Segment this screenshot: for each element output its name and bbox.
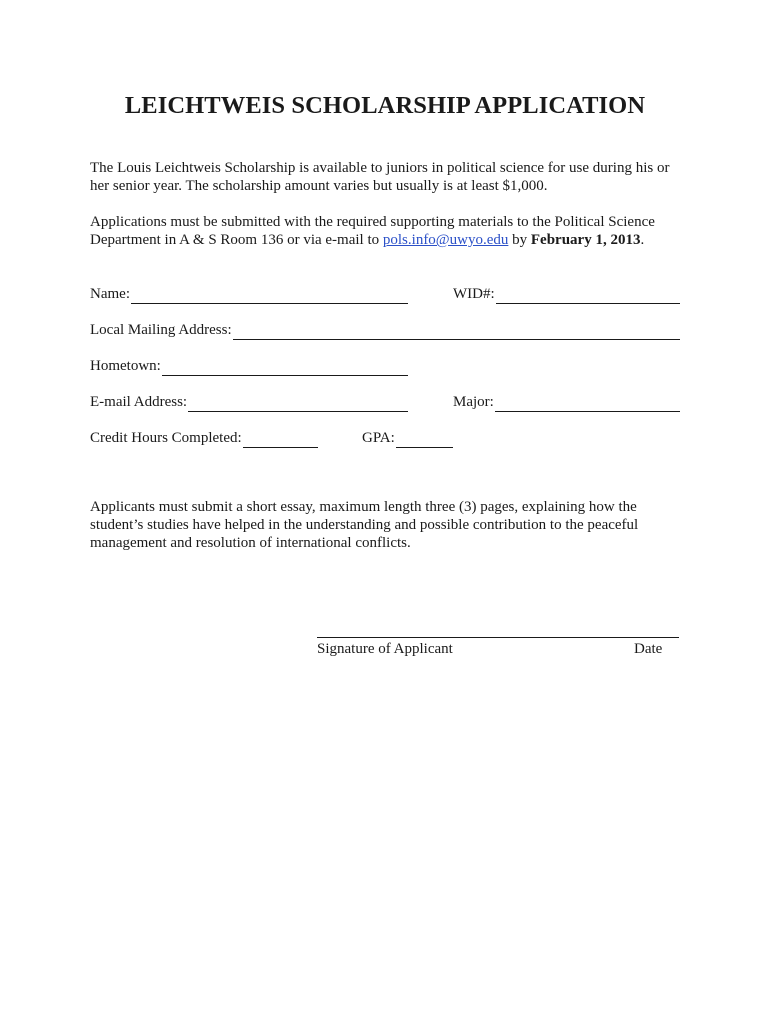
gpa-label: GPA:: [362, 430, 395, 446]
local-address-label: Local Mailing Address:: [90, 322, 232, 338]
intro-paragraph: [90, 159, 690, 195]
date-label: Date: [634, 641, 663, 657]
essay-line-3: management and resolution of international conflicts.: [90, 535, 411, 551]
email-input-line[interactable]: [188, 396, 408, 412]
submission-line-2-suffix: .: [640, 232, 645, 248]
hometown-label: Hometown:: [90, 358, 161, 374]
deadline-date: February 1, 2013: [530, 232, 641, 248]
major-field[interactable]: [453, 392, 680, 412]
hometown-input-line[interactable]: [162, 360, 408, 376]
wid-field[interactable]: [453, 284, 680, 304]
signature-label: Signature of Applicant: [317, 641, 453, 657]
name-field[interactable]: [90, 284, 408, 304]
submission-line-2-mid: by: [508, 232, 531, 248]
name-input-line[interactable]: [131, 288, 408, 304]
hometown-field[interactable]: [90, 356, 408, 376]
submission-line-2-prefix: Department in A & S Room 136 or via e-mail to: [90, 232, 383, 248]
major-label: Major:: [453, 394, 494, 410]
wid-label: WID#:: [453, 286, 495, 302]
intro-line-2: her senior year. The scholarship amount varies but usually is at least $1,000.: [90, 178, 548, 194]
wid-input-line[interactable]: [496, 288, 680, 304]
local-address-input-line[interactable]: [233, 324, 680, 340]
name-label: Name:: [90, 286, 130, 302]
local-address-field[interactable]: [90, 320, 680, 340]
essay-line-2: student’s studies have helped in the understanding and possible contribution to the peaceful: [90, 517, 639, 533]
submission-paragraph: [90, 213, 690, 249]
email-label: E-mail Address:: [90, 394, 188, 410]
gpa-field[interactable]: [362, 428, 453, 448]
email-link[interactable]: pols.info@uwyo.edu: [382, 232, 509, 248]
intro-line-1: The Louis Leichtweis Scholarship is available to juniors in political science for use during his or: [90, 160, 670, 176]
page-title: LEICHTWEIS SCHOLARSHIP APPLICATION: [124, 92, 646, 119]
submission-line-2: [90, 231, 690, 249]
essay-line-1: Applicants must submit a short essay, maximum length three (3) pages, explaining how the: [90, 499, 637, 515]
credit-hours-input-line[interactable]: [243, 432, 318, 448]
gpa-input-line[interactable]: [396, 432, 453, 448]
credit-hours-field[interactable]: [90, 428, 318, 448]
submission-line-1: Applications must be submitted with the required supporting materials to the Political Science: [90, 214, 655, 230]
email-field[interactable]: [90, 392, 408, 412]
essay-paragraph: [90, 498, 690, 552]
signature-line[interactable]: [317, 637, 679, 638]
major-input-line[interactable]: [495, 396, 680, 412]
credit-hours-label: Credit Hours Completed:: [90, 430, 242, 446]
